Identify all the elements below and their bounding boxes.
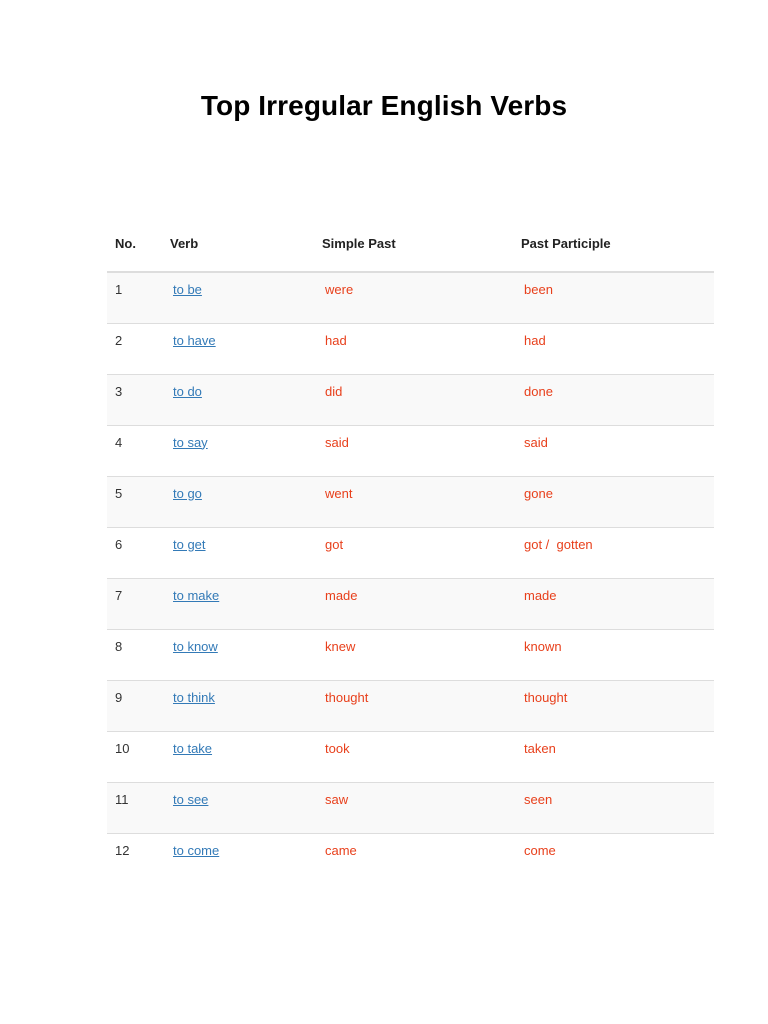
past-participle-value: had (524, 332, 546, 348)
past-participle-cell (513, 629, 714, 680)
past-participle-value: said (524, 434, 548, 450)
past-participle-cell (513, 527, 714, 578)
row-number: 10 (107, 731, 162, 782)
past-participle-cell (513, 323, 714, 374)
simple-past-value: did (325, 383, 343, 399)
simple-past-cell (314, 833, 513, 884)
verb-link[interactable]: to know (173, 638, 218, 654)
verb-cell (162, 374, 314, 425)
past-participle-value: gone (524, 485, 553, 501)
header-simple-past: Simple Past (314, 215, 513, 272)
simple-past-cell (314, 782, 513, 833)
verb-cell (162, 629, 314, 680)
table-row (107, 476, 714, 527)
simple-past-cell (314, 578, 513, 629)
simple-past-cell (314, 374, 513, 425)
header-no: No. (107, 215, 162, 272)
verb-cell (162, 425, 314, 476)
simple-past-value: said (325, 434, 349, 450)
verb-link[interactable]: to go (173, 485, 202, 501)
verb-link[interactable]: to come (173, 842, 220, 858)
simple-past-cell (314, 527, 513, 578)
verb-cell (162, 476, 314, 527)
header-row (107, 215, 714, 272)
past-participle-value: been (524, 282, 553, 297)
verb-table (107, 215, 714, 884)
verb-link[interactable]: to take (173, 740, 213, 756)
row-number: 11 (107, 782, 162, 833)
table-row (107, 272, 714, 323)
simple-past-value: thought (325, 689, 369, 705)
past-participle-cell (513, 833, 714, 884)
past-participle-value: seen (524, 791, 553, 807)
simple-past-value: took (325, 740, 350, 756)
verb-link[interactable]: to have (173, 332, 216, 348)
past-participle-value: known (524, 638, 562, 654)
verb-link[interactable]: to get (173, 536, 206, 552)
simple-past-value: came (325, 842, 357, 858)
verb-cell (162, 731, 314, 782)
simple-past-cell (314, 731, 513, 782)
row-number: 7 (107, 578, 162, 629)
past-participle-cell (513, 680, 714, 731)
table-row (107, 578, 714, 629)
past-participle-cell (513, 782, 714, 833)
verb-cell (162, 833, 314, 884)
past-participle-value: taken (524, 740, 556, 756)
simple-past-value: made (325, 587, 358, 603)
table-row (107, 833, 714, 884)
past-participle-cell (513, 476, 714, 527)
verb-cell (162, 578, 314, 629)
verb-cell (162, 272, 314, 323)
table-row (107, 680, 714, 731)
verb-cell (162, 527, 314, 578)
table-row (107, 629, 714, 680)
row-number: 9 (107, 680, 162, 731)
simple-past-cell (314, 629, 513, 680)
row-number: 5 (107, 476, 162, 527)
past-participle-cell (513, 731, 714, 782)
past-participle-value: got / gotten (524, 536, 593, 552)
row-number: 6 (107, 527, 162, 578)
simple-past-value: saw (325, 791, 349, 807)
table-row (107, 731, 714, 782)
row-number: 3 (107, 374, 162, 425)
verb-cell (162, 782, 314, 833)
simple-past-value: got (325, 536, 344, 552)
past-participle-cell (513, 374, 714, 425)
page-title: Top Irregular English Verbs (200, 90, 568, 121)
table-body (107, 272, 714, 884)
past-participle-value: thought (524, 689, 568, 705)
past-participle-cell (513, 425, 714, 476)
verb-link[interactable]: to do (173, 383, 202, 399)
past-participle-value: made (524, 587, 557, 603)
row-number: 12 (107, 833, 162, 884)
past-participle-cell (513, 272, 714, 323)
table-row (107, 374, 714, 425)
verb-link[interactable]: to make (173, 587, 220, 603)
past-participle-value: come (524, 842, 556, 858)
verb-link[interactable]: to be (173, 282, 202, 297)
row-number: 1 (107, 272, 162, 323)
table-row (107, 527, 714, 578)
row-number: 2 (107, 323, 162, 374)
verb-cell (162, 323, 314, 374)
simple-past-cell (314, 272, 513, 323)
simple-past-value: were (325, 282, 354, 297)
simple-past-value: had (325, 332, 347, 348)
table-row (107, 782, 714, 833)
simple-past-cell (314, 476, 513, 527)
row-number: 4 (107, 425, 162, 476)
verb-link[interactable]: to think (173, 689, 215, 705)
table-row (107, 425, 714, 476)
simple-past-cell (314, 323, 513, 374)
past-participle-cell (513, 578, 714, 629)
table-row (107, 323, 714, 374)
verb-cell (162, 680, 314, 731)
row-number: 8 (107, 629, 162, 680)
verb-link[interactable]: to see (173, 791, 209, 807)
table-header (107, 215, 714, 272)
past-participle-value: done (524, 383, 553, 399)
verb-link[interactable]: to say (173, 434, 208, 450)
simple-past-value: went (325, 485, 353, 501)
simple-past-cell (314, 425, 513, 476)
simple-past-cell (314, 680, 513, 731)
header-past-participle: Past Participle (513, 215, 714, 272)
simple-past-value: knew (325, 638, 356, 654)
header-verb: Verb (162, 215, 314, 272)
